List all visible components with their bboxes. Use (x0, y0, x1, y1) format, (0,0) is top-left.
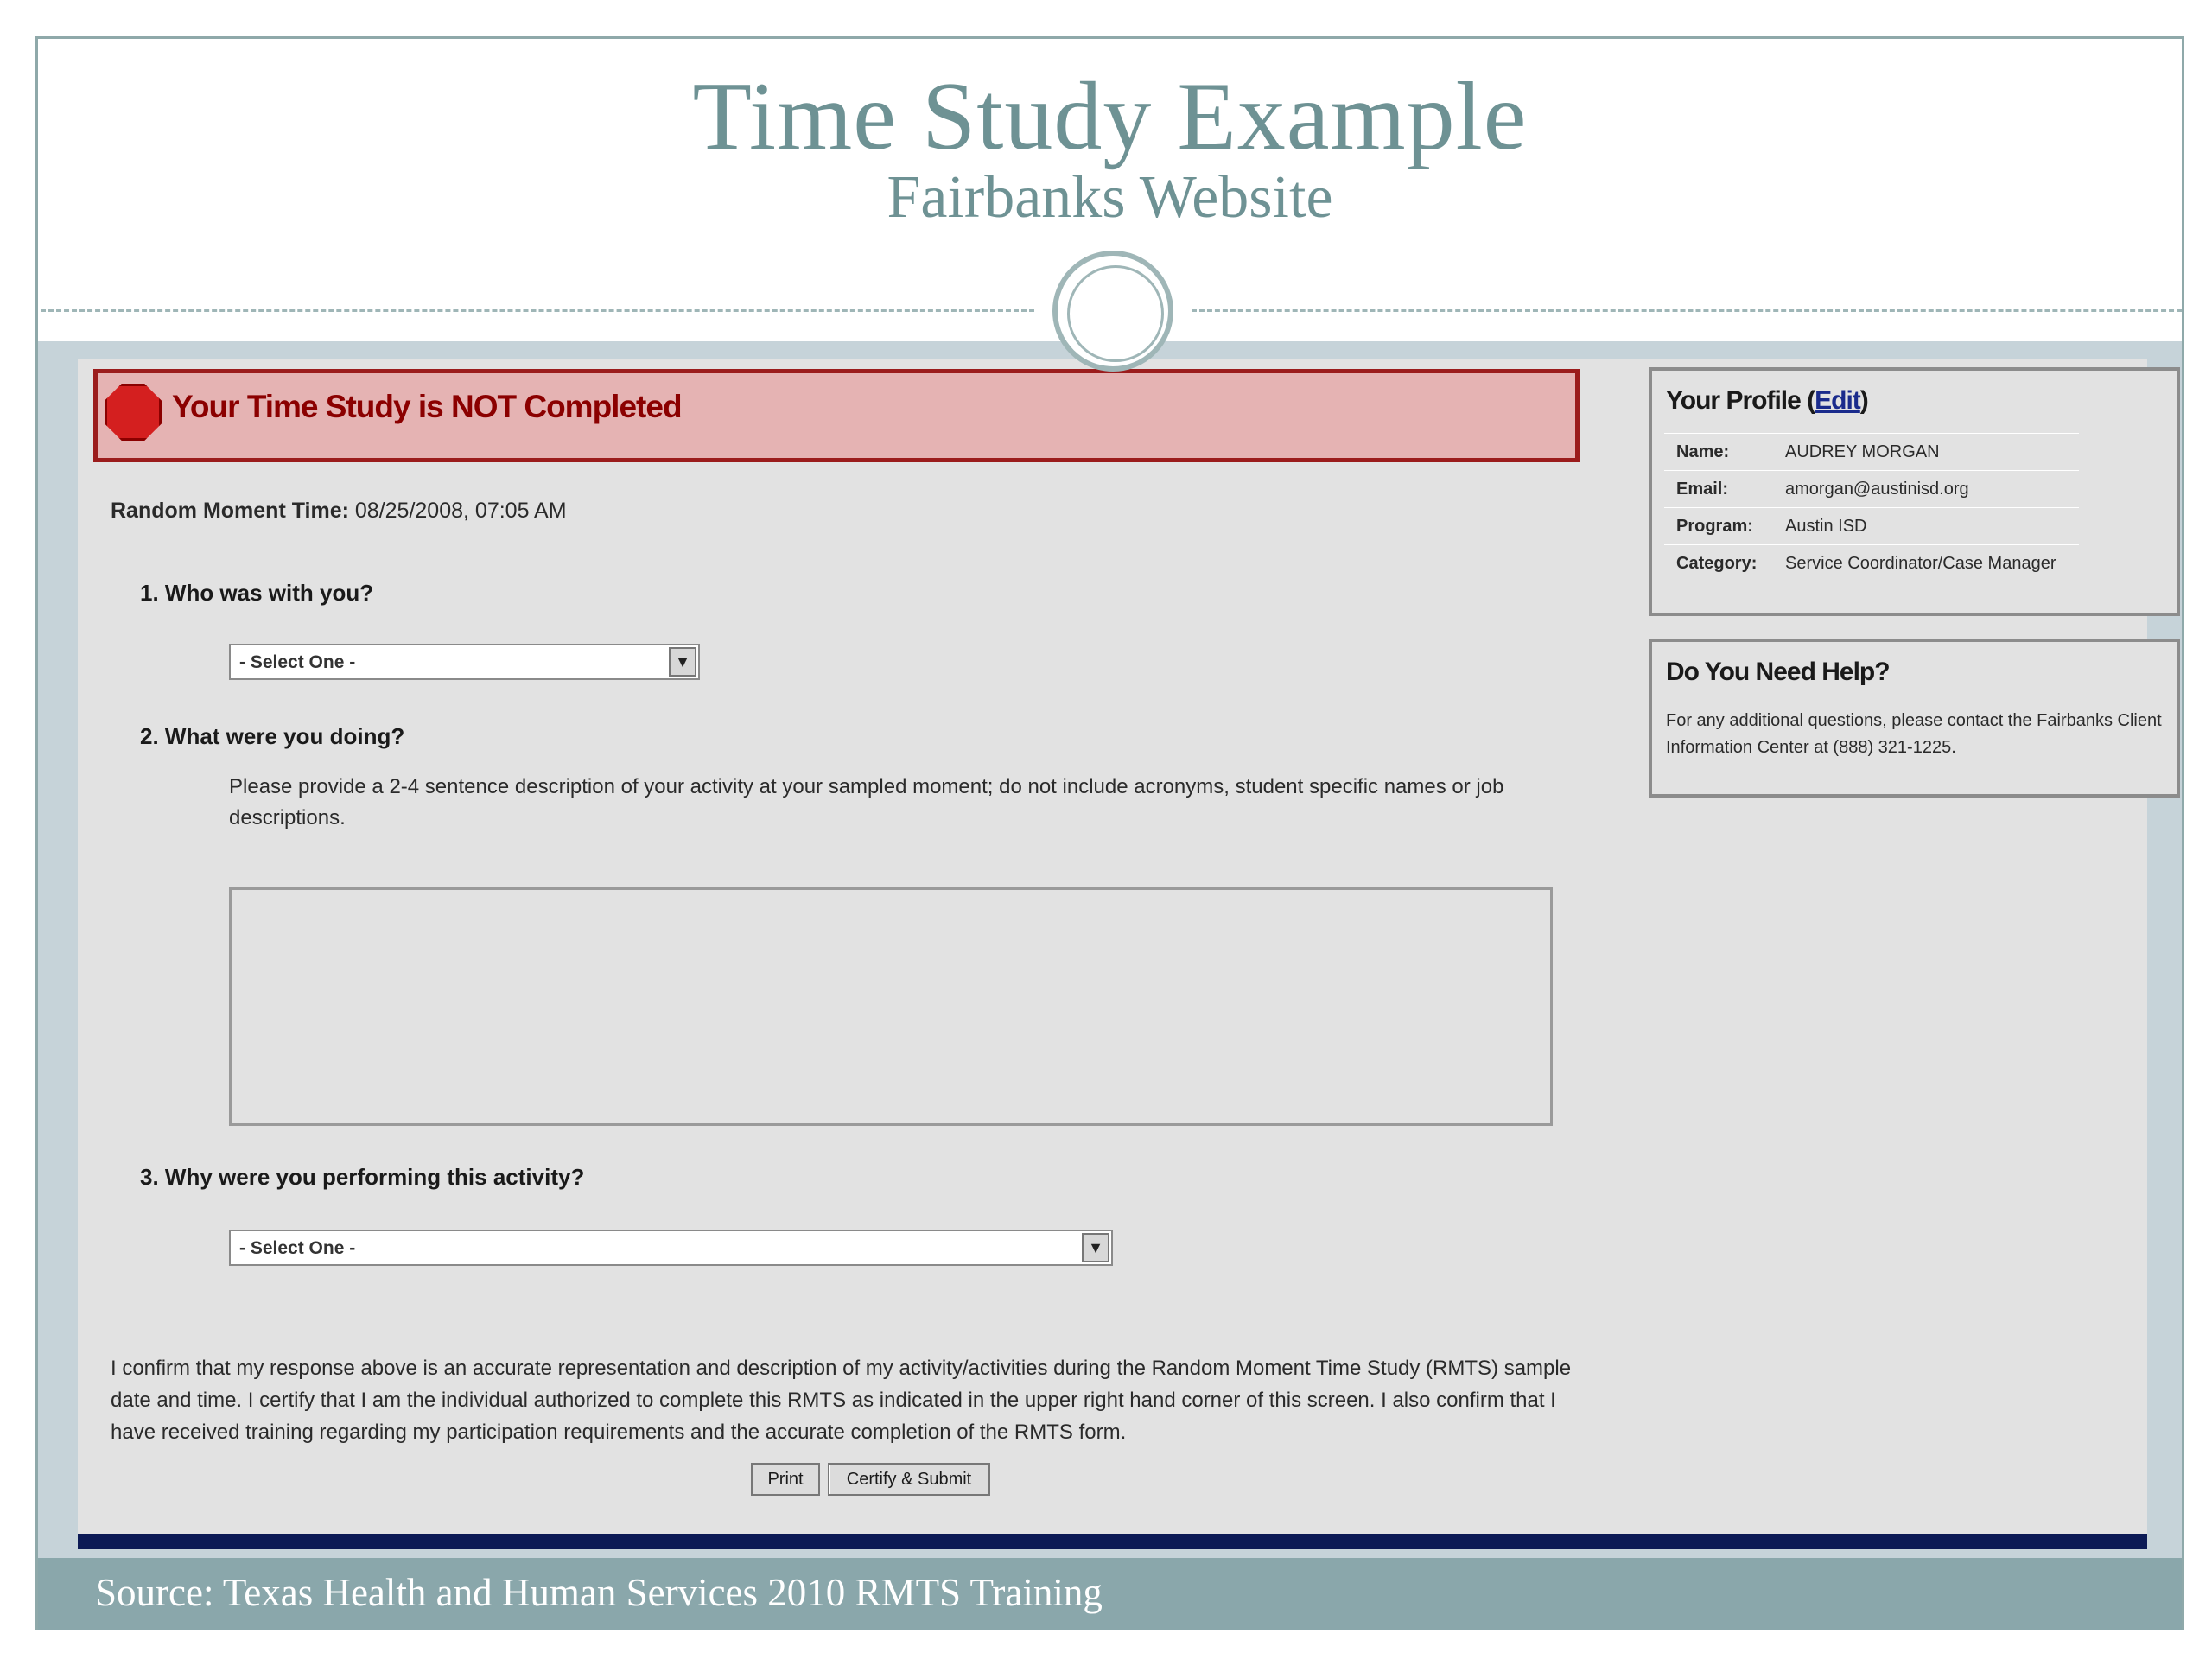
select-1-value: - Select One - (239, 652, 356, 672)
profile-row-program (1664, 508, 2079, 545)
profile-value: amorgan@austinisd.org (1773, 471, 2079, 508)
circle-ornament-icon (1052, 251, 1173, 372)
question-2-label: 2. What were you doing? (140, 723, 405, 749)
profile-key: Email: (1664, 471, 1773, 508)
not-completed-alert (93, 369, 1580, 462)
profile-value: Austin ISD (1773, 508, 2079, 545)
dropdown-arrow-icon[interactable]: ▼ (1082, 1233, 1109, 1262)
divider-left (41, 309, 1034, 312)
source-citation: Source: Texas Health and Human Services 2010 RMTS Training (95, 1571, 1103, 1614)
help-heading: Do You Need Help? (1666, 658, 1890, 686)
source-bar (38, 1558, 2182, 1630)
slide-subtitle: Fairbanks Website (887, 164, 1333, 231)
rmt-value: 08/25/2008, 07:05 AM (348, 499, 567, 523)
rmt-label: Random Moment Time: (111, 499, 349, 523)
profile-heading (1666, 386, 1868, 416)
dropdown-arrow-icon[interactable]: ▼ (669, 647, 696, 677)
profile-value: Service Coordinator/Case Manager (1773, 545, 2079, 582)
stop-sign-icon (105, 384, 162, 441)
print-button[interactable]: Print (751, 1463, 820, 1496)
activity-description-textarea[interactable] (229, 887, 1553, 1126)
profile-value: AUDREY MORGAN (1773, 434, 2079, 471)
profile-panel (1649, 367, 2180, 616)
certification-statement: I confirm that my response above is an accurate representation and description of my activity/activities during the Random Moment Time Study (RMTS) sample date and time. I certify that I am the individual authorized to complete this RMTS as indicated in the upper right hand corner of this screen. I also confirm that I have received training regarding my participation requirements and the accurate completion of the RMTS form. (111, 1357, 1572, 1444)
edit-profile-link[interactable]: Edit (1815, 386, 1860, 415)
web-page (78, 359, 2162, 1534)
help-text: For any additional questions, please contact the Fairbanks Client Information Center at (888) 321-1225. (1666, 711, 2162, 757)
profile-table (1664, 433, 2079, 582)
question-1-label: 1. Who was with you? (140, 580, 374, 606)
profile-key: Name: (1664, 434, 1773, 471)
slide-frame (35, 36, 2184, 1630)
random-moment-time (111, 499, 567, 524)
certify-submit-button[interactable]: Certify & Submit (828, 1463, 990, 1496)
select-3-value: - Select One - (239, 1238, 356, 1258)
slide-title: Time Study Example (692, 63, 1528, 170)
profile-key: Category: (1664, 545, 1773, 582)
alert-message: Your Time Study is NOT Completed (172, 389, 682, 424)
profile-key: Program: (1664, 508, 1773, 545)
why-performing-select[interactable] (229, 1230, 1113, 1266)
profile-heading-text: Your Profile ( (1666, 386, 1815, 415)
question-2-hint: Please provide a 2-4 sentence description of your activity at your sampled moment; do not include acronyms, student specific names or job descriptions. (229, 775, 1504, 830)
divider-right (1192, 309, 2182, 312)
profile-row-category (1664, 545, 2079, 582)
who-was-with-you-select[interactable] (229, 644, 700, 680)
profile-row-name (1664, 434, 2079, 471)
profile-heading-close: ) (1859, 386, 1868, 415)
question-3-label: 3. Why were you performing this activity? (140, 1164, 585, 1190)
profile-row-email (1664, 471, 2079, 508)
website-screenshot (38, 341, 2182, 1558)
web-footer-bar (78, 1534, 2147, 1549)
help-panel (1649, 639, 2180, 798)
